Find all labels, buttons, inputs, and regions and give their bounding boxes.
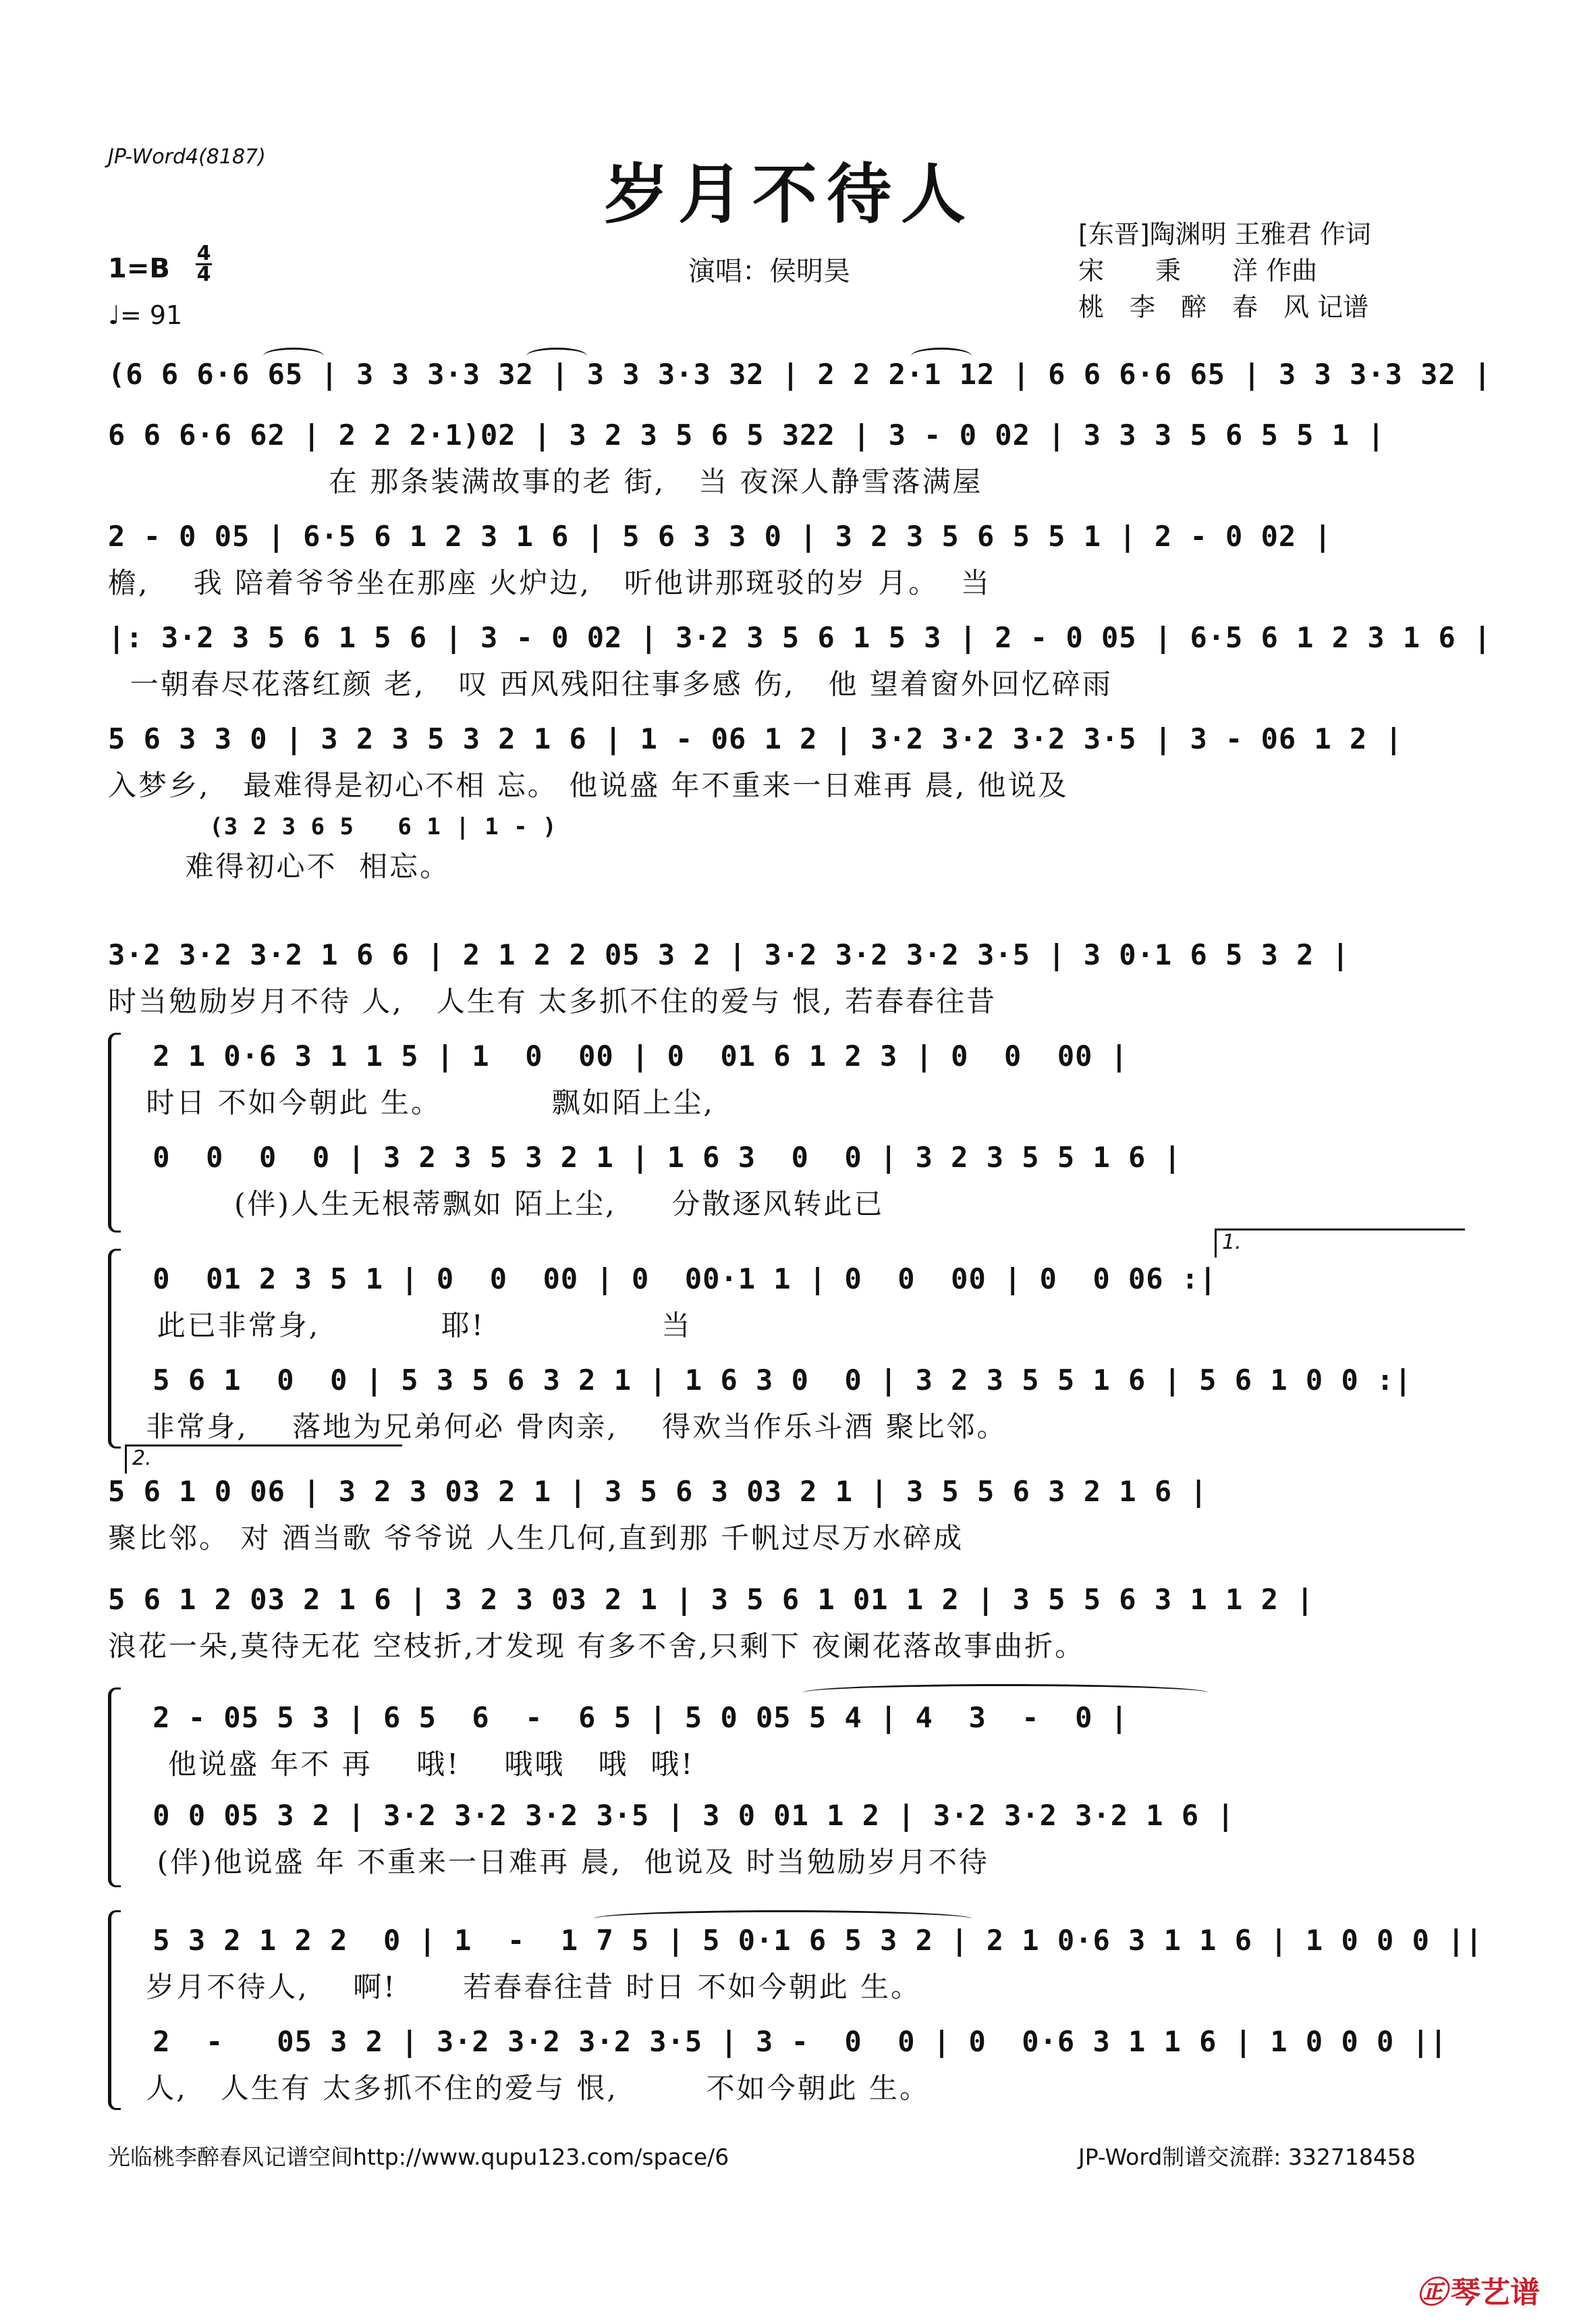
lyric-line: 聚比邻。 对 酒当歌 爷爷说 人生几何,直到那 千帆过尽万水碎成 (108, 1521, 964, 1555)
system-8-voice (135, 1039, 1498, 1121)
system-9-chorus (135, 1363, 1498, 1445)
slur-mark (594, 1910, 972, 1927)
system-8-chorus (135, 1141, 1498, 1222)
notes-line: 5 6 1 0 06 | 3 2 3 03 2 1 | 3 5 6 3 03 2 1 | 3 5 5 6 3 2 1 6 | (108, 1475, 1208, 1508)
meter-top: 4 (196, 242, 211, 265)
notes-line: 5 3 2 1 2 2 0 | 1 - 1 7 5 | 5 0·1 6 5 3 2 | 2 1 0·6 3 1 1 6 | 1 0 0 0 || (135, 1924, 1483, 1957)
notes-line: 2 - 05 3 2 | 3·2 3·2 3·2 3·5 | 3 - 0 0 | 0 0·6 3 1 1 6 | 1 0 0 0 || (135, 2025, 1448, 2058)
lyric-line: 时日 不如今朝此 生。 飘如陌上尘, (135, 1086, 715, 1119)
slur-mark (263, 348, 324, 364)
lyric-line: 浪花一朵,莫待无花 空枝折,才发现 有多不舍,只剩下 夜阑花落故事曲折。 (108, 1629, 1086, 1663)
notes-line: 5 6 1 2 03 2 1 6 | 3 2 3 03 2 1 | 3 5 6 1 01 1 2 | 3 5 5 6 3 1 1 2 | (108, 1583, 1314, 1616)
lyric-line: (伴)人生无根蒂飘如 陌上尘, 分散逐风转此已 (135, 1187, 885, 1220)
logo-icon: ㊣ (1417, 2275, 1447, 2310)
system-9-voice (135, 1262, 1498, 1344)
software-label: JP-Word4(8187) (108, 145, 266, 169)
notes-line: 0 0 05 3 2 | 3·2 3·2 3·2 3·5 | 3 0 01 1 2 | 3·2 3·2 3·2 1 6 | (135, 1799, 1235, 1832)
system-4 (108, 621, 1492, 703)
system-5 (108, 722, 1471, 804)
volta-second: 2. (125, 1444, 402, 1474)
system-7 (108, 938, 1471, 1020)
system-11 (108, 1583, 1471, 1665)
system-13-voice (135, 1924, 1498, 2005)
notes-line: 6 6 6·6 62 | 2 2 2·1)02 | 3 2 3 5 6 5 322 | 3 - 0 02 | 3 3 3 5 6 5 5 1 | (108, 418, 1385, 452)
notes-line: 2 - 05 5 3 | 6 5 6 - 6 5 | 5 0 05 5 4 | 4 3 - 0 | (135, 1701, 1129, 1734)
lyricist-credit: [东晋]陶渊明 王雅君 作词 (1078, 219, 1371, 249)
lyric-line: 入梦乡, 最难得是初心不相 忘。 他说盛 年不重来一日难再 晨, 他说及 (108, 769, 1069, 802)
notes-line: 2 1 0·6 3 1 1 5 | 1 0 00 | 0 01 6 1 2 3 | 0 0 00 | (135, 1039, 1129, 1073)
singer-credit: 演唱：侯明昊 (688, 256, 850, 287)
logo-text: 琴艺谱 (1451, 2275, 1540, 2310)
brace-1 (108, 1033, 121, 1233)
notes-line: (6 6 6·6 65 | 3 3 3·3 32 | 3 3 3·3 32 | 2 2 2·1 12 | 6 6 6·6 65 | 3 3 3·3 32 | (108, 358, 1492, 391)
footer-website[interactable]: 光临桃李醉春风记谱空间http://www.qupu123.com/space/6 (108, 2144, 729, 2170)
lyric-line: 他说盛 年不 再 哦! 哦哦 哦 哦! (135, 1748, 695, 1781)
notes-line: (3 2 3 6 5 6 1 | 1 - ) (108, 813, 557, 840)
footer-group: JP-Word制谱交流群: 332718458 (1078, 2144, 1416, 2170)
notes-line: 3·2 3·2 3·2 1 6 6 | 2 1 2 2 05 3 2 | 3·2 3·2 3·2 3·5 | 3 0·1 6 5 3 2 | (108, 938, 1350, 971)
notes-line: 5 6 3 3 0 | 3 2 3 5 3 2 1 6 | 1 - 06 1 2 | 3·2 3·2 3·2 3·5 | 3 - 06 1 2 | (108, 722, 1403, 755)
time-signature (196, 244, 212, 284)
system-10 (108, 1475, 1471, 1557)
system-13-chorus (135, 2025, 1498, 2107)
transcriber-credit: 桃 李 醉 春 风 记谱 (1078, 292, 1369, 322)
notes-line: 2 - 0 05 | 6·5 6 1 2 3 1 6 | 5 6 3 3 0 | 3 2 3 5 6 5 5 1 | 2 - 0 02 | (108, 520, 1332, 553)
notes-line: |: 3·2 3 5 6 1 5 6 | 3 - 0 02 | 3·2 3 5 6 1 5 3 | 2 - 0 05 | 6·5 6 1 2 3 1 6 | (108, 621, 1492, 654)
lyric-line: 时当勉励岁月不待 人, 人生有 太多抓不住的爱与 恨, 若春春往昔 (108, 985, 997, 1018)
notes-line: 5 6 1 0 0 | 5 3 5 6 3 2 1 | 1 6 3 0 0 | 3 2 3 5 5 1 6 | 5 6 1 0 0 :| (135, 1363, 1412, 1397)
system-3 (108, 520, 1471, 601)
tempo-marking: ♩= 91 (108, 300, 183, 330)
credits-block (1078, 216, 1371, 325)
brace-3 (108, 1687, 121, 1887)
lyric-line: 难得初心不 相忘。 (108, 850, 451, 883)
lyric-line: 此已非常身, 耶! 当 (135, 1309, 692, 1342)
volta-first: 1. (1215, 1228, 1465, 1258)
lyric-line: 一朝春尽花落红颜 老, 叹 西风残阳往事多感 伤, 他 望着窗外回忆碎雨 (108, 668, 1113, 701)
slur-mark (526, 348, 587, 364)
brace-2 (108, 1249, 121, 1449)
lyric-line: 岁月不待人, 啊! 若春春往昔 时日 不如今朝此 生。 (135, 1970, 922, 2003)
brace-4 (108, 1910, 121, 2110)
site-logo (1417, 2268, 1540, 2311)
system-2 (108, 418, 1471, 500)
notes-line: 0 0 0 0 | 3 2 3 5 3 2 1 | 1 6 3 0 0 | 3 2 3 5 5 1 6 | (135, 1141, 1182, 1174)
notes-line: 0 01 2 3 5 1 | 0 0 00 | 0 00·1 1 | 0 0 00 | 0 0 06 :| (135, 1262, 1217, 1295)
lyric-line: 人, 人生有 太多抓不住的爱与 恨, 不如今朝此 生。 (135, 2072, 930, 2105)
slur-mark (803, 1684, 1208, 1701)
meter-bottom: 4 (196, 263, 211, 286)
composer-credit: 宋 秉 洋 作曲 (1078, 256, 1318, 286)
lyric-line: 檐, 我 陪着爷爷坐在那座 火炉边, 听他讲那斑驳的岁 月。 当 (108, 566, 991, 599)
key-signature: 1=B (108, 253, 170, 284)
system-12-voice (135, 1701, 1498, 1783)
lyric-line: 非常身, 落地为兄弟何必 骨肉亲, 得欢当作乐斗酒 聚比邻。 (135, 1410, 1007, 1443)
lyric-line: (伴)他说盛 年 不重来一日难再 晨, 他说及 时当勉励岁月不待 (135, 1845, 989, 1879)
song-title: 岁月不待人 (604, 156, 975, 232)
system-6-ossia (108, 813, 1471, 885)
lyric-line: 在 那条装满故事的老 街, 当 夜深人静雪落满屋 (108, 465, 983, 498)
system-12-chorus (135, 1799, 1498, 1881)
slur-mark (911, 348, 972, 364)
